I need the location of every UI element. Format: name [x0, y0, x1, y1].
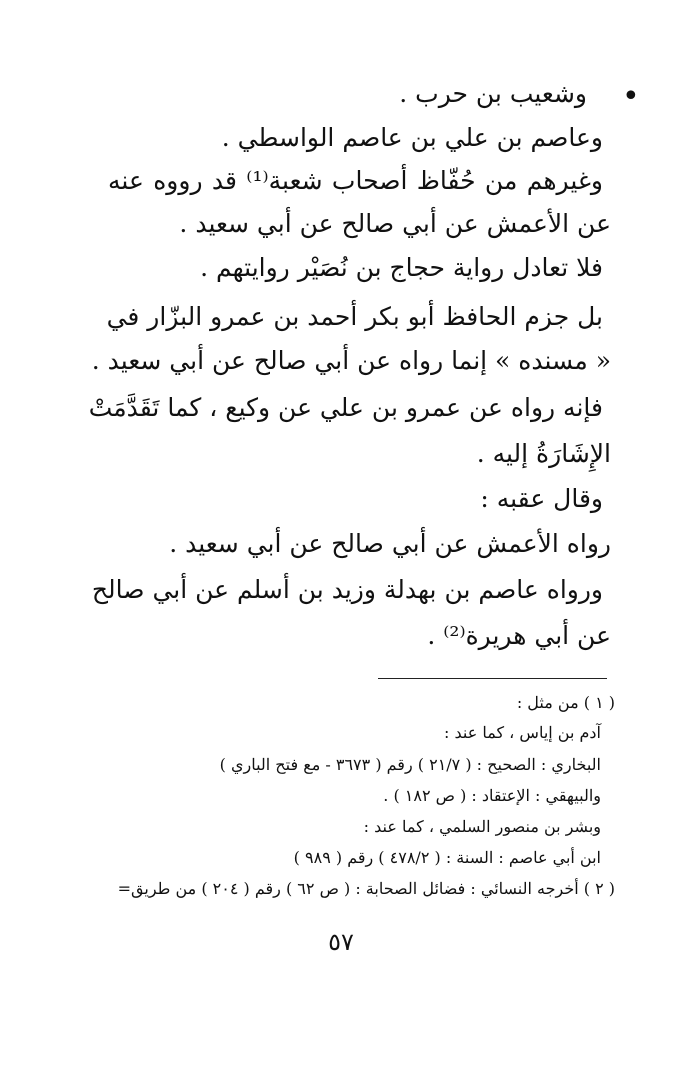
body-line-5: فلا تعادل رواية حجاج بن نُصَيْر روايتهم . [200, 253, 603, 282]
body-line-10: وقال عقبه : [480, 484, 603, 513]
body-line-9: الإِشَارَةُ إليه . [476, 439, 611, 468]
body-line-6: بل جزم الحافظ أبو بكر أحمد بن عمرو البزّار في [106, 302, 603, 331]
footnote-1-line-4: والبيهقي : الإعتقاد : ( ص ١٨٢ ) . [383, 786, 601, 805]
footnote-1-line-3: البخاري : الصحيح : ( ٢١/٧ ) رقم ( ٣٦٧٣ - مع فتح الباري ) [219, 755, 601, 774]
footnote-2: ( ٢ ) أخرجه النسائي : فضائل الصحابة : ( ص ٦٢ ) رقم ( ٢٠٤ ) من طريق= [117, 879, 615, 898]
body-line-7: « مسنده » إنما رواه عن أبي صالح عن أبي سعيد . [91, 346, 611, 375]
body-line-4: عن الأعمش عن أبي صالح عن أبي سعيد . [179, 209, 611, 238]
body-line-3: وغيرهم من حُفّاظ أصحاب شعبة⁽¹⁾ قد رووه عنه [108, 166, 604, 195]
footnote-1-line-2: آدم بن إياس ، كما عند : [444, 723, 601, 742]
body-line-8: فإنه رواه عن عمرو بن علي عن وكيع ، كما تَقَدَّمَتْ [88, 393, 603, 422]
footnote-separator [378, 678, 607, 679]
footnote-1-line-5: وبشر بن منصور السلمي ، كما عند : [363, 817, 601, 836]
body-line-2: وعاصم بن علي بن عاصم الواسطي . [221, 123, 603, 152]
body-line-1: وشعيب بن حرب . [399, 79, 587, 108]
footnote-1-heading: ( ١ ) من مثل : [516, 693, 615, 712]
footnote-1-line-6: ابن أبي عاصم : السنة : ( ٤٧٨/٢ ) رقم ( ٩٨٩ ) [293, 848, 601, 867]
body-line-13: عن أبي هريرة⁽²⁾ . [427, 621, 611, 650]
body-line-12: ورواه عاصم بن بهدلة وزيد بن أسلم عن أبي صالح [91, 575, 603, 604]
page-number: ٥٧ [328, 928, 354, 956]
body-line-11: رواه الأعمش عن أبي صالح عن أبي سعيد . [169, 529, 611, 558]
margin-bullet: • [622, 79, 640, 114]
